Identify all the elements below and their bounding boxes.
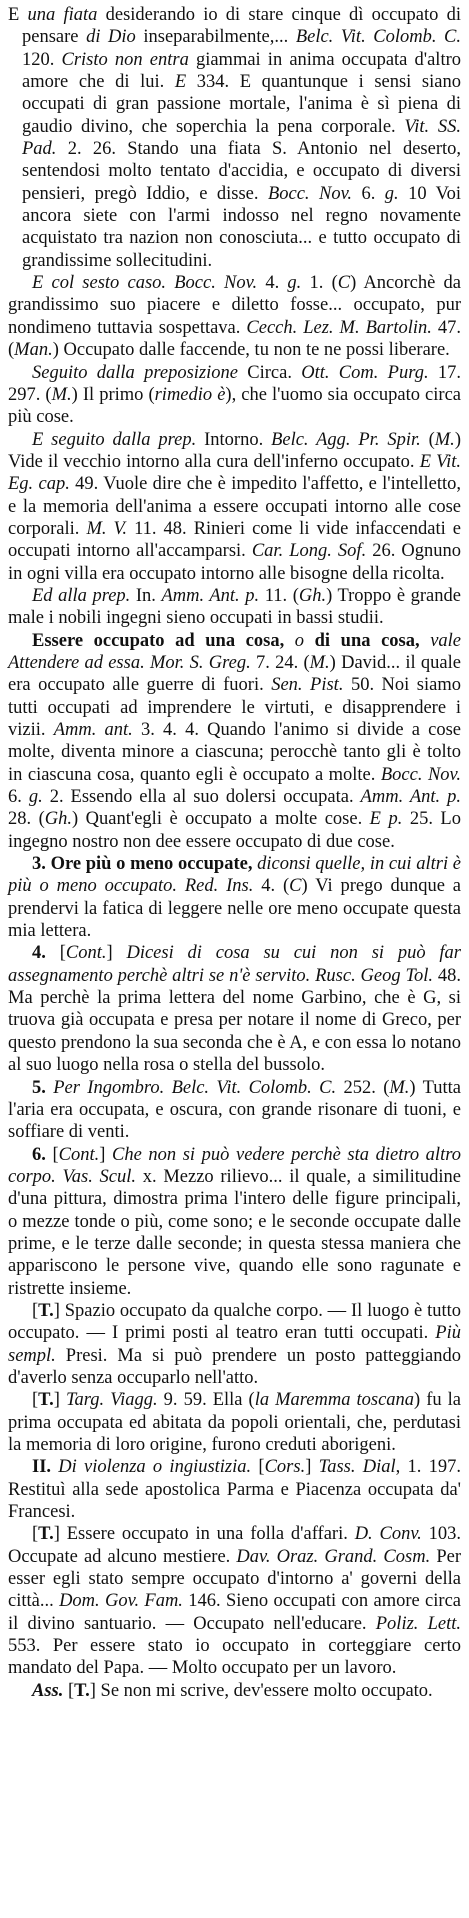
entry-paragraph: [T.] Essere occupato in una folla d'affari. D. Conv. 103. Occupate ad alcuno mestiere. Dav. Oraz. Grand. Cosm. Per esser egli stato sempre occupato d'intorno a' governi della città... Dom. Gov. Fam. 146. Sieno occupati con amore circa il divino santuario. — Occupato nell'educare. Poliz. Lett. 553. Per essere stato io occupato in corteggiare certo mandato del Papa. — Molto occupato per un lavoro. (8, 1524, 462, 1679)
entry-paragraph: [T.] Spazio occupato da qualche corpo. — Il luogo è tutto occupato. — I primi posti al teatro eran tutti occupati. Più sempl. Presi. Ma si può prendere un posto patteggiando d'averlo senza occuparlo nell'atto. (8, 1300, 461, 1388)
entry-paragraph: 6. [Cont.] Che non si può vedere perchè sta dietro altro corpo. Vas. Scul. x. Mezzo rilievo... il quale, a similitudine d'una pittura, dimostra prima l'intero delle figure principali, o mezze tonde o più, come sono; e le seconde occupate dalle prime, e le terze dalle seconde; in questa stessa maniera che appariscono le persone vive, quando elle sono ragunate e ristrette insieme. (8, 1144, 461, 1299)
entry-paragraph: 4. [Cont.] Dicesi di cosa su cui non si può far assegnamento perchè altri se n'è servito. Rusc. Geog Tol. 48. Ma perchè la prima lettera del nome Garbino, che è G, si truova già occupata e presa per notare il nome di Greco, per questo prendono la sua seconda che è A, e con essa lo notano al suo luogo nella rosa o stella del bussolo. (8, 943, 462, 1076)
entry-paragraph: 3. Ore più o meno occupate, diconsi quelle, in cui altri è più o meno occupato. Red. Ins. 4. (C) Vi prego dunque a prendervi la fatica di leggere nelle ore meno occupate questa mia lettera. (8, 854, 461, 942)
entry-paragraph: E seguito dalla prep. Intorno. Belc. Agg. Pr. Spir. (M.) Vide il vecchio intorno alla cura dell'inferno occupato. E Vit. Eg. cap. 49. Vuole dire che è impedito l'affetto, e l'intelletto, e la memoria dell'anima a essere occupati intorno alle cose corporali. M. V. 11. 48. Rinieri come li vide infaccendati e occupati intorno all'accamparsi. Car. Long. Sof. 26. Ognuno in ogni villa era occupato intorno alle bisogne della ricolta. (8, 429, 461, 584)
entry-paragraph: E col sesto caso. Bocc. Nov. 4. g. 1. (C) Ancorchè da grandissimo suo piacere e diletto fosse... occupato, pur nondimeno tuttavia sospettava. Cecch. Lez. M. Bartolin. 47. (Man.) Occupato dalle faccende, tu non te ne possi liberare. (8, 273, 462, 361)
entry-paragraph: II. Di violenza o ingiustizia. [Cors.] Tass. Dial, 1. 197. Restituì alla sede apostolica Parma e Piacenza occupata da' Francesi. (8, 1457, 462, 1523)
entry-paragraph: Essere occupato ad una cosa, o di una cosa, vale Attendere ad essa. Mor. S. Greg. 7. 24. (M.) David... il quale era occupato alle guerre di fuori. Sen. Pist. 50. Noi siamo tutti occupati ad imprendere le virtuti, e disapprendere i vizii. Amm. ant. 3. 4. 4. Quando l'animo si divide a cose molte, diventa minore a ciascuna; perocchè tanto gli è tolto in ciascuna cosa, quanto egli è occupato a molte. Bocc. Nov. 6. g. 2. Essendo ella al suo dolersi occupata. Amm. Ant. p. 28. (Gh.) Quant'egli è occupato a molte cose. E p. 25. Lo ingegno nostro non dee essere occupato di due cose. (8, 630, 462, 852)
entry-paragraph: Ass. [T.] Se non mi scrive, dev'essere molto occupato. (32, 1680, 433, 1701)
entry-paragraph: [T.] Targ. Viagg. 9. 59. Ella (la Maremma toscana) fu la prima occupata ed abitata da popoli orientali, che, perdutasi la memoria di loro origine, furono creduti aborigeni. (8, 1390, 462, 1455)
entry-paragraph: Seguito dalla preposizione Circa. Ott. Com. Purg. 17. 297. (M.) Il primo (rimedio è), che l'uomo sia occupato circa più cose. (8, 362, 462, 428)
entry-paragraph: E una fiata desiderando io di stare cinque dì occupato di pensare di Dio inseparabilmente,... Belc. Vit. Colomb. C. 120. Cristo non entra giammai in anima occupata d'altro amore che di lui. E 334. E quantunque i sensi siano occupati di gran passione mortale, l'anima è sì piena di gaudio divino, che soperchia la pena corporale. Vit. SS. Pad. 2. 26. Stando una fiata S. Antonio nel deserto, sentendosi molto tentato d'accidia, e occupato di diversi pensieri, pregò Iddio, e disse. Bocc. Nov. 6. g. 10 Voi ancora siete con l'armi indosso nel regno novamente acquistato tra nazion non conosciuta... e tutto occupato di grandissime sollecitudini. (8, 5, 462, 271)
entry-paragraph: 5. Per Ingombro. Belc. Vit. Colomb. C. 252. (M.) Tutta l'aria era occupata, e oscura, con grande risonare di tuoni, e soffiare di venti. (8, 1077, 461, 1143)
entry-paragraph: Ed alla prep. In. Amm. Ant. p. 11. (Gh.) Troppo è grande male i nobili ingegni sieno occupati in bassi studii. (8, 585, 461, 629)
